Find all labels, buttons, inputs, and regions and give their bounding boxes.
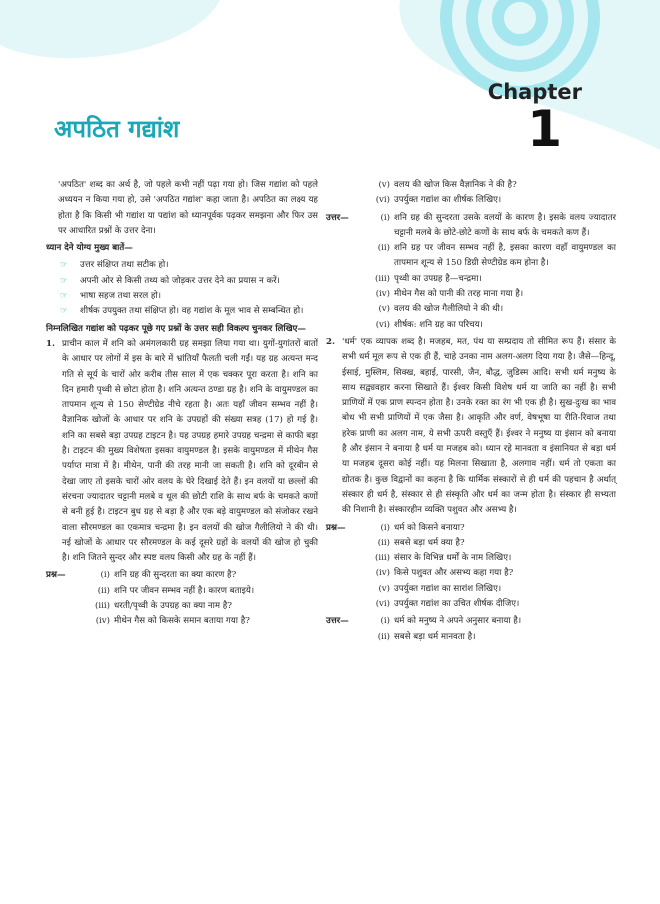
hand-pointer-icon: ☞ — [60, 291, 68, 302]
hand-pointer-icon: ☞ — [60, 275, 68, 286]
question-item: (iv) किसे पशुवत और असभ्य कहा गया है? — [375, 568, 514, 579]
passage-1-answers — [326, 211, 616, 333]
top-left-blob — [0, 0, 220, 58]
tips-list — [46, 258, 318, 319]
answer-item: (ii) शनि ग्रह पर जीवन सम्भव नहीं है, इसका कारण वहाँ वायुमण्डल का तापमान शून्य से 150 डिग्री सेण्टीग्रेड कम होना है। — [377, 243, 616, 269]
hand-pointer-icon: ☞ — [60, 260, 68, 271]
passage-2-questions — [326, 521, 616, 613]
question-item: (ii) सबसे बड़ा धर्म क्या है? — [377, 537, 465, 548]
question-item: (i) शनि ग्रह की सुन्दरता का क्या कारण है? — [100, 570, 237, 581]
passage-number: 1. — [46, 338, 55, 349]
right-column — [326, 178, 616, 645]
passage-2 — [326, 335, 616, 519]
tip-item: ☞ उत्तर संक्षिप्त तथा सटीक हो। — [60, 258, 318, 273]
answers-label: उत्तर— — [326, 212, 349, 223]
passage-1-questions — [46, 568, 318, 629]
passage-text: प्राचीन काल में शनि को अमंगलकारी ग्रह समझा लिया गया था। युगों-युगांतरों बातों के आधार पर लोगों में इस के बारे में भ्रांतियाँ फैलती चली गईं। यह ग्रह अत्यन्त मन्द गति से सूर्य के चारों ओर करीब तीस साल में एक चक्कर पूरा करता है। शनि का दिन हमारी पृथ्वी से छोटा होता है। शनि अत्यन्त ठण्डा ग्रह है। शनि के वायुमण्डल का तापमान शून्य से 150 सेण्टीग्रेड नीचे रहता है। अतः यहाँ जीवन सम्भव नहीं है। वैज्ञानिक खोजों के आधार पर शनि के उपग्रहों की संख्या सत्रह (17) हो गई है। शनि का सबसे बड़ा उपग्रह टाइटन है। यह उपग्रह हमारे उपग्रह चन्द्रमा से काफी बड़ा है। टाइटन की मुख्य विशेषता इसका वायुमण्डल है। इसके वायुमण्डल में मीथेन गैस पर्याप्त मात्रा में है। मीथेन, पानी की तरह मानी जा सकती है। शनि को दूरबीन से देखा जाए तो इसके चारों ओर वलय के घेरे दिखाई देते हैं। इन वलयों या छल्लों की संरचना ज्यादातर चट्टानी मलबे व धूल की छोटी राशि के साथ बर्फ के चमकते कणों से बनी हुई है। टाइटन बुध ग्रह से बड़ा है और एक बड़े वायुमण्डल को संजोकर रखने वाला सौरमण्डल का एकमात्र चन्द्रमा है। इन वलयों की खोज गैलीलियो ने की थी। नई खोजों के आधार पर सौरमण्डल के कई दूसरे ग्रहों के वलयों की खोज हो चुकी है। शनि जितने सुन्दर और स्पष्ट वलय किसी और ग्रह के नहीं हैं। — [62, 338, 318, 564]
answers-label: उत्तर— — [326, 616, 349, 627]
question-item: (vi) उपर्युक्त गद्यांश का उचित शीर्षक दीजिए। — [375, 599, 520, 610]
answer-item: (iii) पृथ्वी का उपग्रह है—चन्द्रमा। — [375, 273, 482, 284]
left-column — [46, 178, 318, 630]
passage-number: 2. — [326, 336, 335, 347]
answer-item: (vi) शीर्षक: शनि ग्रह का परिचय। — [375, 319, 483, 330]
passage-2-answers — [326, 614, 616, 645]
tips-heading: ध्यान देने योग्य मुख्य बातें— — [46, 243, 133, 254]
intro-paragraph: 'अपठित' शब्द का अर्थ है, जो पहले कभी नहीं पढ़ा गया हो। जिस गद्यांश को पहले अध्ययन न किया गया हो, उसे 'अपठित गद्यांश' कहा जाता है। अपठित का लक्ष्य यह होता है कि किसी भी गद्यांश या पद्यांश को ध्यानपूर्वक पढ़कर समझना और फिर उस पर आधारित प्रश्नों के उत्तर देना। — [58, 180, 318, 236]
question-item: (v) उपर्युक्त गद्यांश का सारांश लिखिए। — [378, 583, 502, 594]
answer-item: (iv) मीथेन गैस को पानी की तरह माना गया है। — [375, 289, 524, 300]
answer-item: (v) वलय की खोज गैलीलियो ने की थी। — [378, 304, 504, 315]
tip-item: ☞ भाषा सहज तथा सरल हो। — [60, 289, 318, 304]
question-item: (iii) धरती/पृथ्वी के उपग्रह का क्या नाम है? — [95, 601, 232, 612]
tip-item: ☞ अपनी ओर से किसी तथ्य को जोड़कर उत्तर देने का प्रयास न करें। — [60, 274, 318, 289]
passage-1 — [46, 337, 318, 566]
answer-item: (i) शनि ग्रह की सुन्दरता उसके वलयों के कारण है। इसके वलय ज्यादातर चट्टानी मलबे के छोटे-छोटे कणों के साथ बर्फ के चमकते कण हैं। — [380, 212, 616, 238]
answer-item: (ii) सबसे बड़ा धर्म मानवता है। — [377, 631, 476, 642]
passage-1-questions-cont — [326, 178, 616, 209]
chapter-label: Chapter — [487, 80, 582, 104]
hand-pointer-icon: ☞ — [60, 306, 68, 317]
question-item: (i) धर्म को किसने बनाया? — [380, 522, 465, 533]
chapter-number: 1 — [527, 100, 562, 158]
questions-label: प्रश्न— — [46, 570, 66, 581]
instruction-text: निम्नलिखित गद्यांश को पढ़कर पूछे गए प्रश्नों के उत्तर सही विकल्प चुनकर लिखिए— — [46, 323, 306, 334]
tip-item: ☞ शीर्षक उपयुक्त तथा संक्षिप्त हो। वह गद्यांश के मूल भाव से सम्बन्धित हो। — [60, 304, 318, 319]
question-item: (iv) मीथेन गैस को किसके समान बताया गया है? — [95, 616, 250, 627]
question-item: (v) वलय की खोज किस वैज्ञानिक ने की है? — [378, 180, 517, 190]
questions-label: प्रश्न— — [326, 522, 346, 533]
page-title: अपठित गद्यांश — [54, 115, 180, 143]
question-item: (ii) शनि पर जीवन सम्भव नहीं है। कारण बताइये। — [97, 585, 255, 596]
question-item: (vi) उपर्युक्त गद्यांश का शीर्षक लिखिए। — [375, 195, 502, 206]
question-item: (iii) संसार के विभिन्न धर्मों के नाम लिखिए। — [375, 553, 512, 564]
passage-text: 'धर्म' एक व्यापक शब्द है। मजहब, मत, पंथ या सम्प्रदाय तो सीमित रूप हैं। संसार के सभी धर्म मूल रूप से एक ही हैं, चाहे उनका नाम अलग-अलग दिया गया है। जैसे—हिन्दू, ईसाई, मुस्लिम, सिक्ख, बहाई, पारसी, जैन, बौद्ध, जुडिस्म आदि। सभी धर्म मनुष्य के साथ सद्व्यवहार करना सिखाते हैं। ईश्वर किसी विशेष धर्म या जाति का नहीं है। सभी प्राणियों में एक प्राण स्पन्दन होता है। उनके रक्त का रंग भी एक ही है। सुख-दुःख का भाव बोध भी सभी प्राणियों में एक जैसा है। आकृति और वर्ण, वेषभूषा या रीति-रिवाज तथा हरेक प्राणी का अलग नाम, ये सभी ऊपरी वस्तुएँ हैं। ईश्वर ने मनुष्य या इंसान को बनाया है और इंसान ने बनाया है धर्म या मजहब को। ध्यान रहे मानवता व इंसानियत से बड़ा धर्म या मजहब दूसरा कोई नहीं। यह मिलना सिखाता है, अलगाव नहीं। धर्म तो एकता का द्योतक है। कुछ विद्वानों का कहना है कि धार्मिक संस्कारों से ही धर्म की पहचान है अर्थात् संस्कार ही धर्म है, संस्कार से ही संस्कृति और धर्म का जन्म होता है। संस्कार ही सभ्यता की निशानी है। संस्कारहीन व्यक्ति पशुवत और असभ्य है। — [342, 336, 616, 516]
answer-item: (i) धर्म को मनुष्य ने अपने अनुसार बनाया है। — [380, 616, 522, 627]
